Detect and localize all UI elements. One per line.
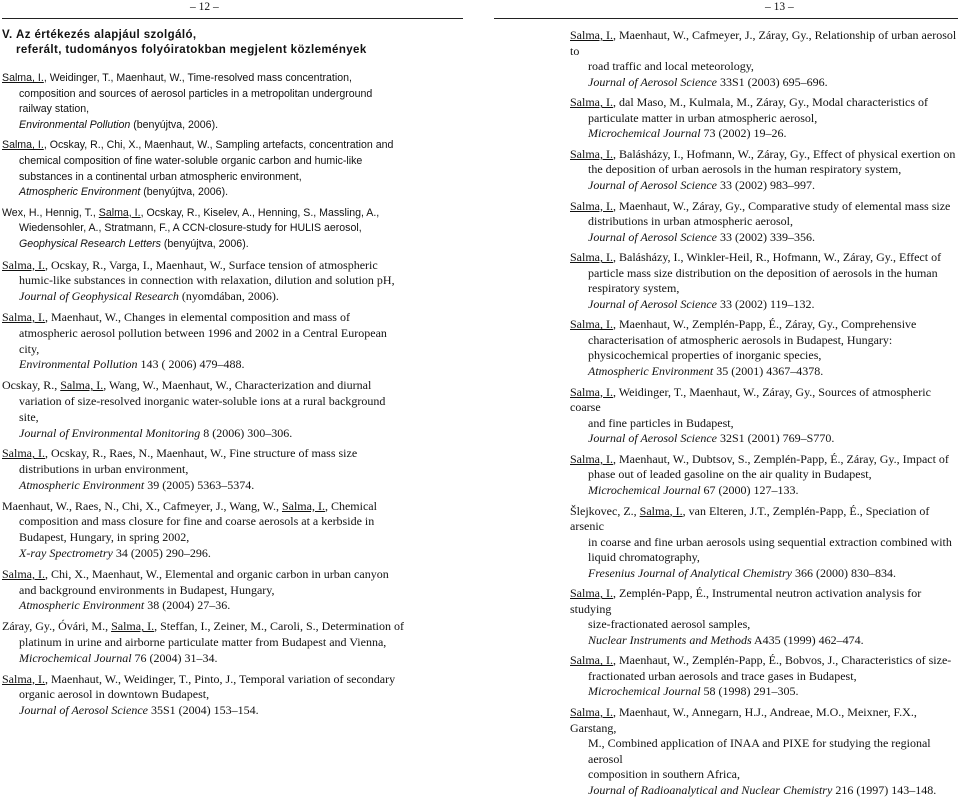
reference-continuation-line: [570, 75, 958, 91]
reference-continuation-line: [570, 178, 958, 194]
reference-continuation-line: [570, 669, 958, 685]
reference-continuation-line: [570, 162, 958, 178]
reference-continuation-line: [570, 126, 958, 142]
reference-continuation-line: [570, 214, 958, 230]
reference-entry: [570, 504, 958, 582]
reference-text: liquid chromatography,: [588, 550, 700, 564]
journal-title: Journal of Aerosol Science: [588, 177, 717, 192]
author-highlight: Salma, I.: [570, 146, 613, 161]
reference-entry: [2, 138, 464, 200]
journal-title: Microchemical Journal: [19, 650, 132, 665]
author-highlight: Salma, I.: [570, 250, 613, 265]
reference-text: , Maenhaut, W., Zemplén-Papp, É., Bobvos, J., Characteristics of size-: [613, 653, 952, 668]
reference-continuation-line: [2, 514, 464, 530]
reference-continuation-line: [570, 483, 958, 499]
reference-text: organic aerosol in downtown Budapest,: [19, 687, 210, 702]
reference-text: , Maenhaut, W., Záray, Gy., Comparative study of elemental mass size: [613, 198, 951, 213]
reference-continuation-line: [2, 342, 464, 358]
reference-text: 33 (2002) 983–997.: [716, 177, 815, 192]
reference-text: 34 (2005) 290–296.: [112, 546, 211, 561]
reference-continuation-line: [2, 357, 464, 373]
reference-entry: [570, 147, 958, 194]
reference-continuation-line: [2, 237, 464, 253]
reference-entry: [2, 567, 464, 614]
reference-text: (benyújtva, 2006).: [130, 118, 219, 131]
reference-text: (nyomdában, 2006).: [178, 289, 279, 304]
reference-text: 35S1 (2004) 153–154.: [147, 703, 259, 718]
reference-continuation-line: [570, 59, 958, 75]
right-reference-list: [570, 28, 958, 798]
reference-text: fractionated urban aerosols and trace gases in Budapest,: [588, 668, 857, 683]
reference-entry: [570, 586, 958, 648]
reference-text: , dal Maso, M., Kulmala, M., Záray, Gy., Modal characteristics of: [613, 95, 929, 110]
journal-title: Geophysical Research Letters: [19, 237, 161, 250]
reference-continuation-line: [2, 170, 464, 186]
reference-continuation-line: [2, 583, 464, 599]
reference-text: physicochemical properties of inorganic species,: [588, 348, 822, 363]
reference-text: distributions in urban environment,: [19, 462, 189, 477]
author-highlight: Salma, I.: [98, 206, 141, 219]
reference-text: , Maenhaut, W., Changes in elemental composition and mass of: [45, 309, 350, 324]
reference-continuation-line: [2, 289, 464, 305]
reference-text: composition and mass closure for fine and coarse aerosols at a kerbside in: [19, 514, 375, 529]
reference-continuation-line: [2, 273, 464, 289]
journal-title: Journal of Geophysical Research: [19, 289, 179, 304]
reference-text: 33 (2002) 339–356.: [716, 229, 815, 244]
reference-text: characterisation of atmospheric aerosols in Budapest, Hungary:: [588, 332, 893, 347]
left-page-number: – 12 –: [190, 1, 219, 13]
author-highlight: Salma, I.: [111, 619, 155, 634]
reference-continuation-line: [2, 87, 464, 103]
reference-text: 67 (2000) 127–133.: [700, 482, 799, 497]
reference-text: particle mass size distribution on the deposition of aerosols in the human: [588, 265, 938, 280]
reference-entry: [2, 499, 464, 562]
reference-text: , Ocskay, R., Chi, X., Maenhaut, W., Sampling artefacts, concentration and: [43, 139, 394, 152]
reference-continuation-line: [2, 326, 464, 342]
reference-continuation-line: [570, 297, 958, 313]
journal-title: Microchemical Journal: [588, 482, 701, 497]
reference-text: Wex, H., Hennig, T.,: [2, 206, 99, 219]
journal-title: Environmental Pollution: [19, 118, 131, 131]
journal-title: Journal of Environmental Monitoring: [19, 425, 201, 440]
journal-title: Microchemical Journal: [588, 684, 701, 699]
reference-continuation-line: [570, 550, 958, 566]
reference-text: composition in southern Africa,: [588, 767, 740, 782]
reference-continuation-line: [2, 118, 464, 134]
reference-text: 73 (2002) 19–26.: [700, 126, 787, 141]
author-highlight: Salma, I.: [2, 257, 45, 272]
journal-title: Atmospheric Environment: [19, 186, 141, 199]
reference-continuation-line: [570, 633, 958, 649]
reference-text: 35 (2001) 4367–4378.: [713, 363, 824, 378]
reference-text: 58 (1998) 291–305.: [700, 684, 799, 699]
reference-text: Záray, Gy., Óvári, M.,: [2, 619, 112, 634]
reference-text: , Maenhaut, W., Weidinger, T., Pinto, J., Temporal variation of secondary: [45, 671, 396, 686]
reference-text: the deposition of urban aerosols in the human respiratory system,: [588, 162, 902, 177]
reference-text: , van Elteren, J.T., Zemplén-Papp, É., Speciation of arsenic: [570, 503, 930, 533]
reference-text: 216 (1997) 143–148.: [832, 782, 937, 797]
author-highlight: Salma, I.: [570, 451, 613, 466]
reference-text: site,: [19, 409, 39, 424]
author-highlight: Salma, I.: [281, 498, 325, 513]
reference-text: and fine particles in Budapest,: [588, 415, 734, 430]
reference-text: composition and sources of aerosol particles in a metropolitan underground: [19, 87, 373, 100]
reference-entry: [2, 672, 464, 719]
reference-continuation-line: [570, 266, 958, 282]
reference-text: , Balásházy, I., Winkler-Heil, R., Hofmann, W., Záray, Gy., Effect of: [613, 250, 942, 265]
reference-entry: [2, 310, 464, 373]
reference-text: , Maenhaut, W., Zemplén-Papp, É., Záray, Gy., Comprehensive: [613, 317, 917, 332]
section-number: V.: [2, 29, 13, 41]
reference-entry: [570, 653, 958, 700]
section-heading: [2, 28, 464, 58]
reference-continuation-line: [570, 416, 958, 432]
reference-text: , Weidinger, T., Maenhaut, W., Záray, Gy., Sources of atmospheric coarse: [570, 384, 931, 415]
reference-text: in coarse and fine urban aerosols using sequential extraction combined with: [588, 534, 952, 549]
reference-continuation-line: [570, 736, 958, 767]
reference-continuation-line: [2, 410, 464, 426]
reference-entry: [2, 619, 464, 666]
reference-text: Šlejkovec, Z.,: [570, 503, 640, 518]
reference-entry: [570, 250, 958, 312]
author-highlight: Salma, I.: [639, 503, 683, 518]
reference-text: 8 (2006) 300–306.: [200, 425, 293, 440]
left-header-rule: [2, 18, 463, 19]
right-page-number: – 13 –: [765, 1, 794, 13]
reference-text: , Ocskay, R., Raes, N., Maenhaut, W., Fine structure of mass size: [45, 446, 358, 461]
reference-continuation-line: [570, 333, 958, 349]
reference-continuation-line: [2, 426, 464, 442]
reference-text: , Ocskay, R., Kiselev, A., Henning, S., Massling, A.,: [140, 206, 380, 219]
journal-title: Journal of Aerosol Science: [588, 74, 717, 89]
journal-title: Atmospheric Environment: [19, 477, 145, 492]
reference-continuation-line: [570, 111, 958, 127]
author-highlight: Salma, I.: [2, 446, 45, 461]
author-highlight: Salma, I.: [570, 198, 613, 213]
reference-continuation-line: [2, 462, 464, 478]
reference-text: 32S1 (2001) 769–S770.: [716, 431, 835, 446]
right-header-rule: [494, 18, 958, 19]
reference-entry: [570, 705, 958, 798]
reference-text: 33S1 (2003) 695–696.: [716, 74, 828, 89]
author-highlight: Salma, I.: [2, 72, 44, 84]
reference-continuation-line: [570, 684, 958, 700]
reference-continuation-line: [570, 783, 958, 799]
author-highlight: Salma, I.: [570, 95, 613, 110]
left-page-column: [2, 28, 464, 724]
author-highlight: Salma, I.: [2, 566, 45, 581]
journal-title: Atmospheric Environment: [588, 363, 714, 378]
author-highlight: Salma, I.: [2, 671, 45, 686]
author-highlight: Salma, I.: [570, 28, 613, 42]
reference-continuation-line: [570, 348, 958, 364]
reference-entry: [570, 28, 958, 90]
reference-text: (benyújtva, 2006).: [160, 237, 249, 250]
reference-text: , Wang, W., Maenhaut, W., Characterization and diurnal: [103, 378, 372, 393]
left-reference-list: [2, 71, 464, 719]
reference-text: 366 (2000) 830–834.: [791, 565, 896, 580]
journal-title: Journal of Aerosol Science: [588, 296, 717, 311]
reference-entry: [2, 71, 464, 133]
reference-text: 33 (2002) 119–132.: [716, 296, 815, 311]
reference-continuation-line: [570, 767, 958, 783]
reference-text: , Chi, X., Maenhaut, W., Elemental and organic carbon in urban canyon: [45, 566, 389, 581]
journal-title: Environmental Pollution: [19, 357, 138, 372]
reference-text: , Weidinger, T., Maenhaut, W., Time-resolved mass concentration,: [43, 72, 352, 84]
reference-text: 143 ( 2006) 479–488.: [137, 357, 245, 372]
right-page-column: [570, 28, 958, 803]
reference-entry: [570, 95, 958, 142]
reference-text: 76 (2004) 31–34.: [131, 650, 218, 665]
reference-continuation-line: [2, 221, 464, 237]
author-highlight: Salma, I.: [570, 653, 613, 668]
reference-continuation-line: [2, 530, 464, 546]
reference-text: city,: [19, 341, 40, 356]
journal-title: Microchemical Journal: [588, 126, 701, 141]
reference-continuation-line: [2, 102, 464, 118]
reference-entry: [570, 452, 958, 499]
reference-entry: [570, 385, 958, 447]
reference-text: respiratory system,: [588, 281, 680, 296]
reference-text: , Steffan, I., Zeiner, M., Caroli, S., Determination of: [154, 619, 404, 634]
reference-text: , Balásházy, I., Hofmann, W., Záray, Gy., Effect of physical exertion on: [613, 146, 956, 161]
reference-text: atmospheric aerosol pollution between 1996 and 2002 in a Central European: [19, 325, 387, 340]
reference-continuation-line: [570, 364, 958, 380]
author-highlight: Salma, I.: [570, 384, 613, 399]
section-title-line-2: referált, tudományos folyóiratokban megjelent közlemények: [16, 44, 367, 56]
reference-text: size-fractionated aerosol samples,: [588, 617, 751, 632]
reference-text: , Chemical: [324, 498, 377, 513]
reference-continuation-line: [2, 598, 464, 614]
reference-text: Ocskay, R.,: [2, 378, 61, 393]
reference-text: , Maenhaut, W., Cafmeyer, J., Záray, Gy., Relationship of urban aerosol to: [570, 28, 957, 58]
author-highlight: Salma, I.: [2, 139, 44, 152]
journal-title: Journal of Aerosol Science: [588, 431, 717, 446]
reference-continuation-line: [2, 478, 464, 494]
reference-text: platinum in urine and airborne particulate matter from Budapest and Vienna,: [19, 635, 387, 650]
journal-title: Journal of Radioanalytical and Nuclear Chemistry: [588, 782, 833, 797]
reference-continuation-line: [2, 185, 464, 201]
reference-text: chemical composition of fine water-soluble organic carbon and humic-like: [19, 154, 363, 167]
author-highlight: Salma, I.: [2, 309, 45, 324]
reference-continuation-line: [2, 635, 464, 651]
journal-title: Nuclear Instruments and Methods: [588, 632, 752, 647]
reference-continuation-line: [570, 281, 958, 297]
reference-text: , Maenhaut, W., Dubtsov, S., Zemplén-Papp, É., Záray, Gy., Impact of: [613, 451, 949, 466]
reference-text: Maenhaut, W., Raes, N., Chi, X., Cafmeyer, J., Wang, W.,: [2, 498, 282, 513]
author-highlight: Salma, I.: [570, 317, 613, 332]
author-highlight: Salma, I.: [60, 378, 104, 393]
reference-text: variation of size-resolved inorganic water-soluble ions at a rural background: [19, 393, 386, 408]
reference-continuation-line: [2, 703, 464, 719]
section-title-line-1: Az értékezés alapjául szolgáló,: [16, 29, 197, 41]
reference-text: M., Combined application of INAA and PIXE for studying the regional aerosol: [588, 736, 931, 766]
reference-entry: [570, 199, 958, 246]
reference-text: distributions in urban atmospheric aerosol,: [588, 214, 793, 229]
reference-text: and background environments in Budapest, Hungary,: [19, 582, 275, 597]
reference-text: , Maenhaut, W., Annegarn, H.J., Andreae, M.O., Meixner, F.X., Garstang,: [570, 705, 917, 735]
reference-text: Wiedensohler, A., Stratmann, F., A CCN-closure-study for HULIS aerosol,: [19, 222, 362, 235]
journal-title: Atmospheric Environment: [19, 598, 145, 613]
reference-entry: [2, 206, 464, 253]
author-highlight: Salma, I.: [570, 705, 613, 720]
reference-continuation-line: [2, 687, 464, 703]
reference-continuation-line: [2, 154, 464, 170]
reference-continuation-line: [570, 535, 958, 551]
journal-title: Fresenius Journal of Analytical Chemistry: [588, 565, 792, 580]
reference-entry: [2, 446, 464, 493]
reference-text: (benyújtva, 2006).: [140, 186, 229, 199]
reference-continuation-line: [570, 566, 958, 582]
reference-text: 38 (2004) 27–36.: [144, 598, 231, 613]
reference-text: 39 (2005) 5363–5374.: [144, 477, 255, 492]
reference-entry: [2, 258, 464, 305]
reference-continuation-line: [570, 617, 958, 633]
reference-text: , Zemplén-Papp, É., Instrumental neutron activation analysis for studying: [570, 586, 922, 616]
reference-continuation-line: [570, 230, 958, 246]
journal-title: Journal of Aerosol Science: [588, 229, 717, 244]
reference-entry: [2, 378, 464, 441]
reference-text: phase out of leaded gasoline on the air quality in Budapest,: [588, 467, 872, 482]
journal-title: Journal of Aerosol Science: [19, 703, 148, 718]
reference-text: railway station,: [19, 103, 90, 116]
reference-continuation-line: [2, 546, 464, 562]
reference-entry: [570, 317, 958, 379]
journal-title: X-ray Spectrometry: [19, 546, 113, 561]
reference-text: particulate matter in urban atmospheric aerosol,: [588, 110, 818, 125]
reference-text: road traffic and local meteorology,: [588, 59, 754, 73]
reference-continuation-line: [570, 431, 958, 447]
reference-text: , Ocskay, R., Varga, I., Maenhaut, W., Surface tension of atmospheric: [45, 257, 378, 272]
reference-continuation-line: [2, 394, 464, 410]
reference-text: A435 (1999) 462–474.: [751, 632, 864, 647]
reference-text: substances in a continental urban atmospheric environment,: [19, 170, 302, 183]
author-highlight: Salma, I.: [570, 586, 613, 601]
reference-continuation-line: [2, 651, 464, 667]
reference-text: humic-like substances in connection with relaxation, dilution and solution pH,: [19, 273, 395, 288]
reference-text: Budapest, Hungary, in spring 2002,: [19, 530, 190, 545]
reference-continuation-line: [570, 467, 958, 483]
